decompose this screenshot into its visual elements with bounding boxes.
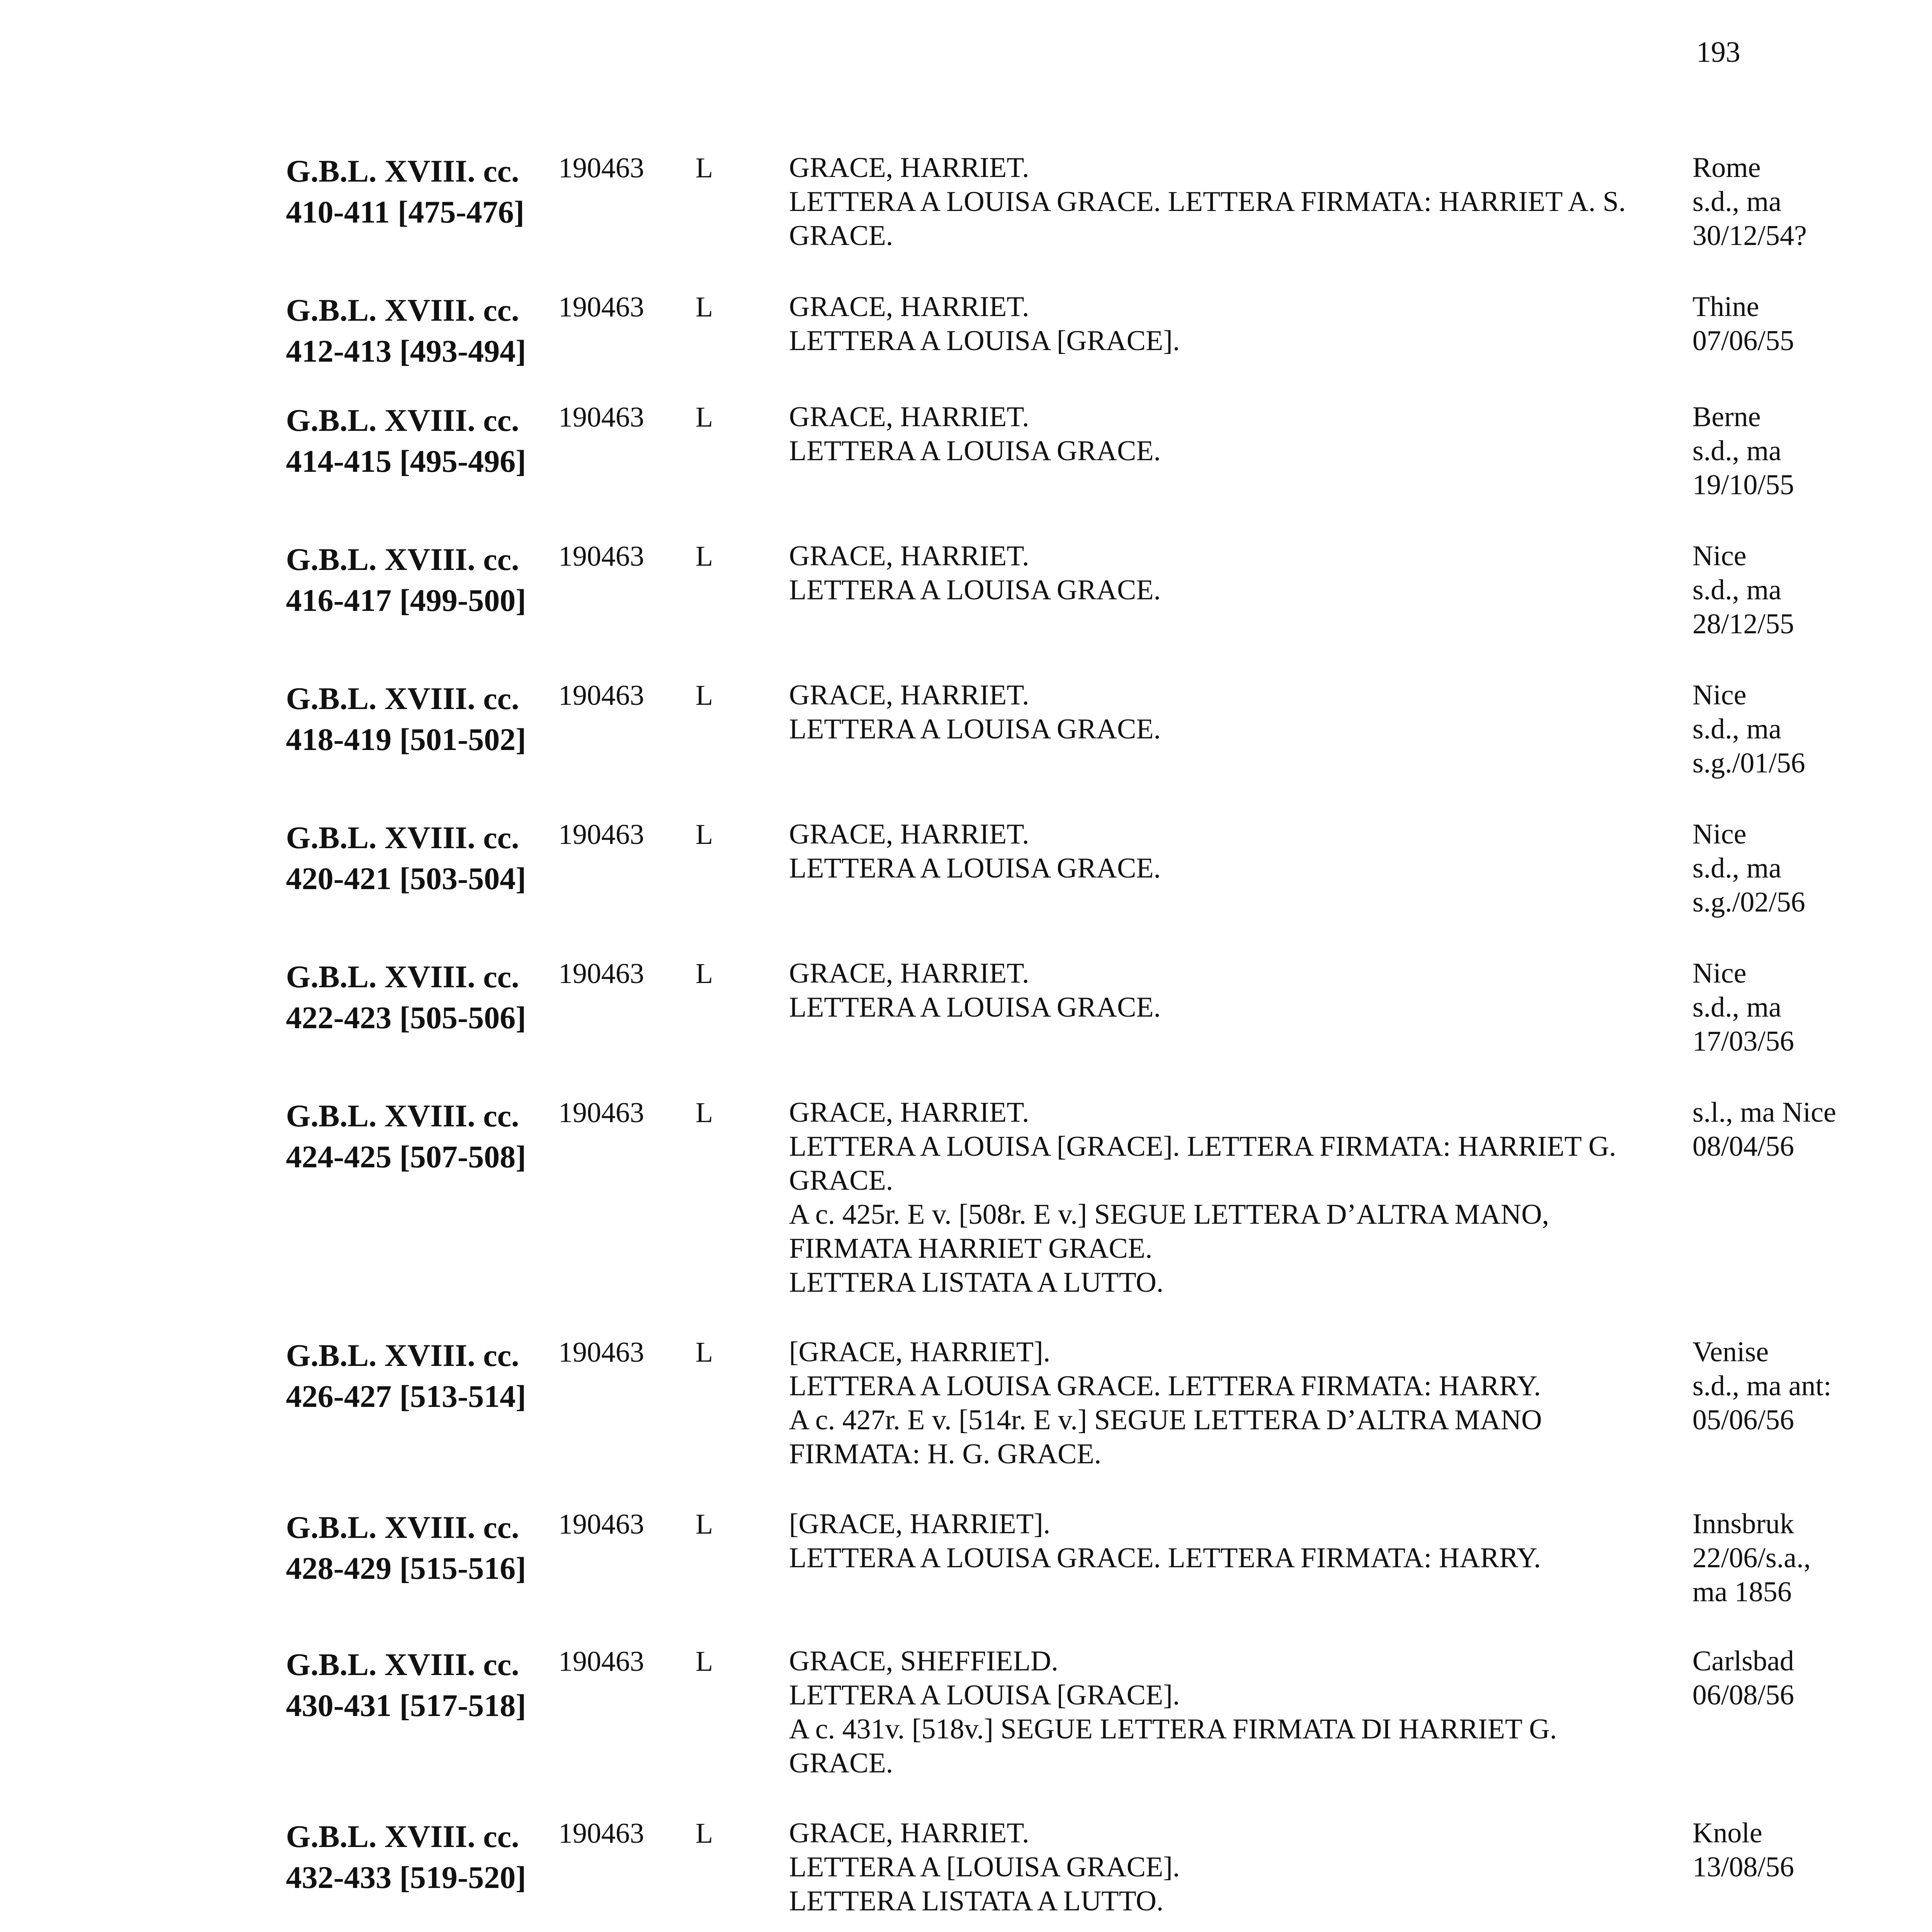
- place-date-line: Knole: [1692, 1817, 1762, 1849]
- shelfmark-line: G.B.L. XVIII. cc.: [286, 1338, 519, 1373]
- place-date-line: Nice: [1692, 679, 1747, 711]
- description-line: A c. 431v. [518v.] SEGUE LETTERA FIRMATA DI HARRIET G.: [789, 1713, 1557, 1745]
- place-date-line: 19/10/55: [1692, 469, 1794, 501]
- place-date: [1692, 678, 1893, 780]
- description-line: GRACE.: [789, 1165, 893, 1196]
- place-date: [1692, 151, 1893, 253]
- description-line: LETTERA A LOUISA GRACE. LETTERA FIRMATA: HARRY.: [789, 1370, 1541, 1402]
- description-line: LETTERA A LOUISA GRACE.: [789, 574, 1161, 606]
- inventory-number: 190463: [558, 1097, 644, 1129]
- description: [789, 539, 1674, 607]
- inventory-number: 190463: [558, 152, 644, 184]
- shelfmark-line: 422-423 [505-506]: [286, 1000, 526, 1035]
- shelfmark-line: 430-431 [517-518]: [286, 1688, 526, 1723]
- place-date-line: Berne: [1692, 401, 1761, 433]
- description: [789, 817, 1674, 885]
- description-line: GRACE, HARRIET.: [789, 679, 1029, 711]
- shelfmark-line: 426-427 [513-514]: [286, 1379, 526, 1414]
- document-type: L: [696, 958, 713, 990]
- place-date-line: 08/04/56: [1692, 1131, 1794, 1162]
- page-number: 193: [1696, 36, 1740, 68]
- place-date: [1692, 290, 1893, 358]
- description-line: GRACE, SHEFFIELD.: [789, 1645, 1058, 1677]
- description: [789, 1644, 1674, 1780]
- inventory-number: 190463: [558, 541, 644, 572]
- place-date-line: Carlsbad: [1692, 1645, 1794, 1677]
- document-type: L: [696, 1337, 713, 1368]
- description-line: FIRMATA HARRIET GRACE.: [789, 1233, 1153, 1264]
- shelfmark-line: 418-419 [501-502]: [286, 722, 526, 757]
- document-type: L: [696, 541, 713, 572]
- description-line: LETTERA A LOUISA GRACE. LETTERA FIRMATA: HARRIET A. S.: [789, 186, 1626, 218]
- inventory-number: 190463: [558, 819, 644, 850]
- document-type: L: [696, 1818, 713, 1849]
- place-date-line: s.l., ma Nice: [1692, 1097, 1836, 1128]
- document-type: L: [696, 152, 713, 184]
- shelfmark-line: G.B.L. XVIII. cc.: [286, 1510, 519, 1545]
- description-line: LETTERA A LOUISA GRACE.: [789, 435, 1161, 467]
- document-type: L: [696, 680, 713, 711]
- place-date-line: s.g./02/56: [1692, 886, 1805, 918]
- description-line: LETTERA A LOUISA [GRACE]. LETTERA FIRMATA: HARRIET G.: [789, 1131, 1616, 1162]
- shelfmark: [286, 956, 556, 1038]
- shelfmark-line: G.B.L. XVIII. cc.: [286, 1819, 519, 1854]
- description: [789, 678, 1674, 746]
- place-date-line: Nice: [1692, 957, 1747, 989]
- shelfmark-line: 420-421 [503-504]: [286, 861, 526, 896]
- description-line: LETTERA A LOUISA [GRACE].: [789, 1679, 1180, 1711]
- description-line: FIRMATA: H. G. GRACE.: [789, 1438, 1102, 1470]
- inventory-number: 190463: [558, 1337, 644, 1368]
- shelfmark-line: G.B.L. XVIII. cc.: [286, 1098, 519, 1133]
- place-date-line: s.g./01/56: [1692, 747, 1805, 779]
- shelfmark: [286, 1644, 556, 1726]
- description: [789, 956, 1674, 1024]
- description-line: LETTERA LISTATA A LUTTO.: [789, 1267, 1164, 1298]
- place-date-line: 07/06/55: [1692, 325, 1794, 357]
- shelfmark-line: 424-425 [507-508]: [286, 1139, 526, 1174]
- document-type: L: [696, 1097, 713, 1129]
- description-line: A c. 425r. E v. [508r. E v.] SEGUE LETTERA D’ALTRA MANO,: [789, 1199, 1549, 1230]
- place-date-line: Venise: [1692, 1336, 1769, 1368]
- place-date: [1692, 400, 1893, 502]
- shelfmark-line: G.B.L. XVIII. cc.: [286, 542, 519, 577]
- shelfmark: [286, 151, 556, 233]
- description-line: [GRACE, HARRIET].: [789, 1336, 1051, 1368]
- place-date: [1692, 817, 1893, 919]
- place-date-line: 13/08/56: [1692, 1851, 1794, 1883]
- place-date-line: Rome: [1692, 152, 1761, 184]
- shelfmark-line: G.B.L. XVIII. cc.: [286, 959, 519, 994]
- place-date: [1692, 1335, 1893, 1437]
- description-line: GRACE.: [789, 220, 893, 252]
- shelfmark: [286, 400, 556, 482]
- description-line: LETTERA A LOUISA [GRACE].: [789, 325, 1180, 357]
- place-date-line: s.d., ma: [1692, 992, 1782, 1023]
- description-line: LETTERA A LOUISA GRACE.: [789, 992, 1161, 1023]
- description-line: GRACE, HARRIET.: [789, 401, 1029, 433]
- description-line: GRACE, HARRIET.: [789, 1097, 1029, 1128]
- place-date-line: 06/08/56: [1692, 1679, 1794, 1711]
- description-line: LETTERA A LOUISA GRACE.: [789, 713, 1161, 745]
- description-line: LETTERA A LOUISA GRACE.: [789, 852, 1161, 884]
- place-date-line: 17/03/56: [1692, 1026, 1794, 1057]
- shelfmark-line: G.B.L. XVIII. cc.: [286, 293, 519, 328]
- shelfmark: [286, 290, 556, 372]
- place-date: [1692, 1644, 1893, 1712]
- inventory-number: 190463: [558, 680, 644, 711]
- inventory-number: 190463: [558, 401, 644, 433]
- description-line: [GRACE, HARRIET].: [789, 1508, 1051, 1540]
- place-date: [1692, 1095, 1893, 1163]
- shelfmark-line: 414-415 [495-496]: [286, 444, 526, 479]
- document-type: L: [696, 291, 713, 323]
- place-date-line: s.d., ma: [1692, 435, 1782, 467]
- shelfmark-line: G.B.L. XVIII. cc.: [286, 820, 519, 855]
- description-line: GRACE, HARRIET.: [789, 818, 1029, 850]
- place-date-line: Thine: [1692, 291, 1759, 323]
- description-line: LETTERA A [LOUISA GRACE].: [789, 1851, 1180, 1883]
- inventory-number: 190463: [558, 291, 644, 323]
- inventory-number: 190463: [558, 1818, 644, 1849]
- document-type: L: [696, 819, 713, 850]
- description: [789, 1335, 1674, 1471]
- description: [789, 400, 1674, 468]
- place-date-line: Nice: [1692, 818, 1747, 850]
- document-type: L: [696, 1509, 713, 1540]
- description-line: A c. 427r. E v. [514r. E v.] SEGUE LETTERA D’ALTRA MANO: [789, 1404, 1542, 1436]
- inventory-number: 190463: [558, 1646, 644, 1677]
- shelfmark-line: 410-411 [475-476]: [286, 194, 525, 230]
- description-line: GRACE, HARRIET.: [789, 1817, 1029, 1849]
- shelfmark: [286, 1095, 556, 1177]
- place-date-line: s.d., ma: [1692, 852, 1782, 884]
- inventory-number: 190463: [558, 958, 644, 990]
- description-line: GRACE, HARRIET.: [789, 540, 1029, 572]
- document-type: L: [696, 401, 713, 433]
- shelfmark-line: 432-433 [519-520]: [286, 1860, 526, 1895]
- shelfmark: [286, 817, 556, 899]
- place-date: [1692, 1507, 1893, 1609]
- shelfmark: [286, 1816, 556, 1898]
- place-date-line: 05/06/56: [1692, 1404, 1794, 1436]
- place-date-line: Nice: [1692, 540, 1747, 572]
- description-line: GRACE, HARRIET.: [789, 152, 1029, 184]
- place-date-line: 22/06/s.a.,: [1692, 1542, 1811, 1574]
- description-line: GRACE.: [789, 1747, 893, 1779]
- place-date-line: s.d., ma: [1692, 574, 1782, 606]
- inventory-number: 190463: [558, 1509, 644, 1540]
- description: [789, 1816, 1674, 1918]
- description: [789, 1507, 1674, 1575]
- place-date-line: ma 1856: [1692, 1576, 1792, 1608]
- shelfmark-line: G.B.L. XVIII. cc.: [286, 681, 519, 716]
- shelfmark-line: G.B.L. XVIII. cc.: [286, 153, 519, 189]
- document-type: L: [696, 1646, 713, 1677]
- place-date-line: s.d., ma ant:: [1692, 1370, 1832, 1402]
- shelfmark: [286, 1507, 556, 1589]
- shelfmark: [286, 678, 556, 760]
- shelfmark-line: G.B.L. XVIII. cc.: [286, 1647, 519, 1682]
- description-line: GRACE, HARRIET.: [789, 957, 1029, 989]
- place-date-line: s.d., ma: [1692, 713, 1782, 745]
- place-date-line: 28/12/55: [1692, 608, 1794, 640]
- description-line: LETTERA LISTATA A LUTTO.: [789, 1885, 1164, 1917]
- shelfmark: [286, 539, 556, 621]
- shelfmark-line: 428-429 [515-516]: [286, 1551, 526, 1586]
- shelfmark: [286, 1335, 556, 1417]
- shelfmark-line: G.B.L. XVIII. cc.: [286, 403, 519, 438]
- place-date-line: Innsbruk: [1692, 1508, 1794, 1540]
- place-date-line: 30/12/54?: [1692, 220, 1807, 252]
- shelfmark-line: 416-417 [499-500]: [286, 583, 526, 618]
- place-date: [1692, 956, 1893, 1058]
- description-line: GRACE, HARRIET.: [789, 291, 1029, 323]
- description-line: LETTERA A LOUISA GRACE. LETTERA FIRMATA: HARRY.: [789, 1542, 1541, 1574]
- place-date: [1692, 539, 1893, 641]
- place-date-line: s.d., ma: [1692, 186, 1782, 218]
- description: [789, 1095, 1674, 1299]
- description: [789, 151, 1674, 253]
- shelfmark-line: 412-413 [493-494]: [286, 333, 526, 369]
- place-date: [1692, 1816, 1893, 1884]
- description: [789, 290, 1674, 358]
